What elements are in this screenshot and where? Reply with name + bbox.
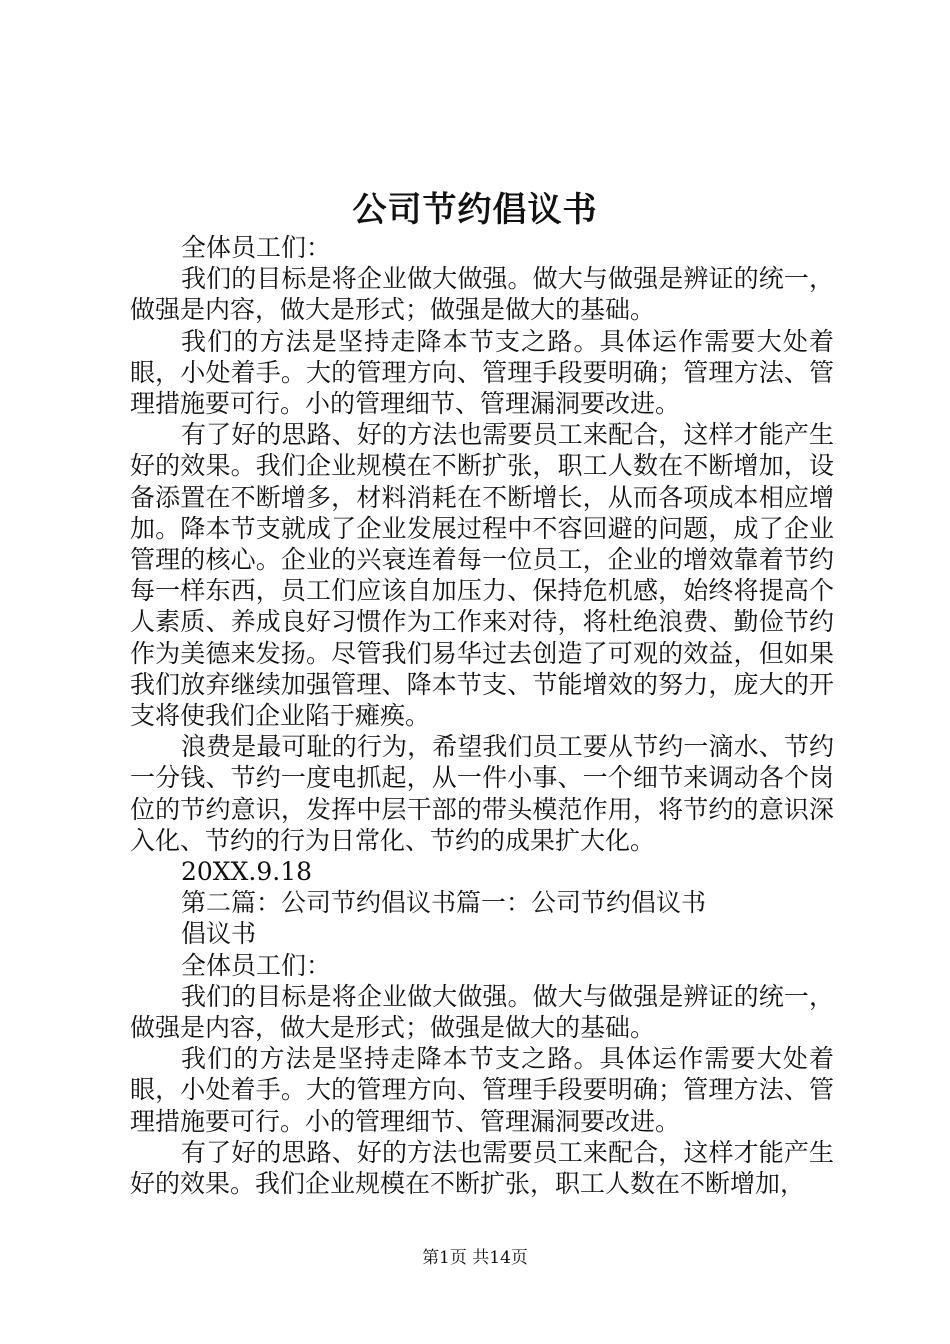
subheading: 倡议书 <box>181 919 257 949</box>
body-paragraph: 浪费是最可耻的行为，希望我们员工要从节约一滴水、节约一分钱、节约一度电抓起，从一件小事、一个细节来调动各个岗位的节约意识，发挥中层干部的带头模范作用，将节约的意识深入化、节约的行为日常化、节约的成果扩大化。 <box>130 732 834 855</box>
salutation: 全体员工们： <box>181 233 332 262</box>
document-body <box>130 232 834 1199</box>
body-paragraph: 我们的目标是将企业做大做强。做大与做强是辨证的统一，做强是内容，做大是形式；做强是做大的基础。 <box>130 981 834 1043</box>
section-heading: 第二篇：公司节约倡议书篇一：公司节约倡议书 <box>181 888 707 918</box>
body-paragraph: 我们的目标是将企业做大做强。做大与做强是辨证的统一，做强是内容，做大是形式；做强是做大的基础。 <box>130 264 834 325</box>
body-paragraph: 我们的方法是坚持走降本节支之路。具体运作需要大处着眼，小处着手。大的管理方向、管理手段要明确；管理方法、管理措施要可行。小的管理细节、管理漏洞要改进。 <box>130 1044 834 1136</box>
document-title: 公司节约倡议书 <box>352 190 598 230</box>
date-line: 20XX.9.18 <box>181 857 313 887</box>
salutation: 全体员工们： <box>181 950 332 980</box>
body-paragraph: 有了好的思路、好的方法也需要员工来配合，这样才能产生好的效果。我们企业规模在不断扩张，职工人数在不断增加， <box>130 1137 834 1199</box>
body-paragraph: 我们的方法是坚持走降本节支之路。具体运作需要大处着眼，小处着手。大的管理方向、管理手段要明确；管理方法、管理措施要可行。小的管理细节、管理漏洞要改进。 <box>130 326 834 419</box>
page-footer: 第1页 共14页 <box>422 1248 528 1268</box>
body-paragraph: 有了好的思路、好的方法也需要员工来配合，这样才能产生好的效果。我们企业规模在不断扩张，职工人数在不断增加，设备添置在不断增多，材料消耗在不断增长，从而各项成本相应增加。降本节支就成了企业发展过程中不容回避的问题，成了企业管理的核心。企业的兴衰连着每一位员工，企业的增效靠着节约每一样东西，员工们应该自加压力、保持危机感，始终将提高个人素质、养成良好习惯作为工作来对待，将杜绝浪费、勤俭节约作为美德来发扬。尽管我们易华过去创造了可观的效益，但如果我们放弃继续加强管理、降本节支、节能增效的努力，庞大的开支将使我们企业陷于瘫痪。 <box>130 420 834 731</box>
